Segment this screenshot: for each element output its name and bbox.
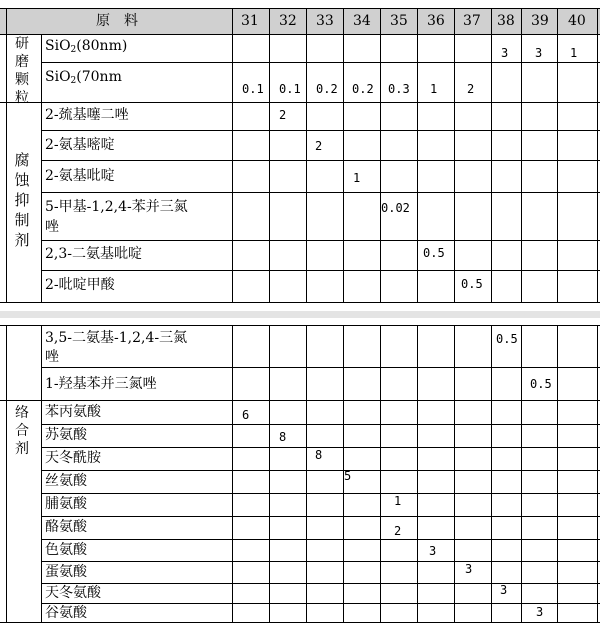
header-title: 原 料	[96, 13, 138, 29]
group-label-chelator: 络合剂	[15, 405, 29, 457]
rule	[343, 8, 344, 302]
cell-value: 2	[467, 82, 475, 96]
rule	[41, 270, 600, 271]
rule	[41, 583, 600, 584]
column-header: 35	[390, 13, 408, 29]
row-label-phenylalanine: 苯丙氨酸	[45, 404, 101, 420]
column-header: 40	[568, 13, 586, 29]
row-label-diaminotriazole-line1: 3,5-二氨基-1,2,4-三氮	[45, 330, 188, 346]
cell-value: 1	[570, 46, 578, 60]
group-label-corrosion-inhibitor: 腐蚀抑制剂	[14, 151, 30, 249]
cell-value: 1	[353, 171, 361, 185]
cell-value: 0.5	[423, 246, 445, 260]
section-separator-band	[0, 311, 600, 318]
cell-value: 0.2	[352, 82, 374, 96]
row-label-aspartic-acid: 天冬氨酸	[45, 585, 101, 601]
column-header: 39	[531, 13, 549, 29]
cell-value: 3	[429, 544, 437, 558]
cell-value: 3	[501, 46, 509, 60]
rule	[6, 8, 7, 302]
row-label-picolinic-acid: 2-吡啶甲酸	[45, 277, 115, 293]
rule	[521, 8, 522, 302]
rule	[417, 8, 418, 302]
column-header: 31	[241, 13, 259, 29]
rule	[0, 34, 600, 35]
rule	[41, 325, 42, 622]
row-label-aminopyrimidine: 2-氨基嘧啶	[45, 137, 115, 153]
rule	[597, 325, 598, 622]
rule	[521, 325, 522, 622]
rule	[41, 130, 600, 131]
rule	[380, 325, 381, 622]
rule	[306, 8, 307, 302]
rule	[41, 539, 600, 540]
row-label-sio2-80nm: SiO$_2$(80nm)	[45, 38, 128, 55]
row-label-diaminotriazole-line2: 唑	[45, 349, 59, 365]
rule	[380, 8, 381, 302]
rule	[557, 325, 558, 622]
rule	[306, 325, 307, 622]
cell-value: 0.3	[388, 82, 410, 96]
rule	[41, 160, 600, 161]
row-label-tyrosine: 酪氨酸	[45, 519, 87, 535]
cell-value: 0.5	[461, 277, 483, 291]
rule	[232, 8, 233, 302]
cell-value: 0.02	[381, 201, 410, 215]
row-label-aminopyridine: 2-氨基吡啶	[45, 168, 115, 184]
rule	[454, 325, 455, 622]
column-header: 32	[279, 13, 297, 29]
rule	[41, 561, 600, 562]
cell-value: 3	[535, 46, 543, 60]
column-header: 33	[316, 13, 334, 29]
rule	[597, 8, 598, 302]
cell-value: 1	[394, 494, 402, 508]
column-header: 37	[463, 13, 481, 29]
column-header: 34	[353, 13, 371, 29]
cell-value: 0.5	[496, 332, 518, 346]
rule	[41, 240, 600, 241]
group-label-abrasive: 研磨颗粒	[15, 36, 29, 106]
row-label-methylbenzotriazole-line2: 唑	[45, 219, 59, 235]
cell-value: 0.5	[530, 377, 552, 391]
cell-value: 0.2	[316, 82, 338, 96]
rule	[41, 493, 600, 494]
rule	[491, 8, 492, 302]
rule	[491, 325, 492, 622]
cell-value: 2	[279, 108, 287, 122]
row-label-mercaptothiadiazole: 2-巯基噻二唑	[45, 107, 129, 123]
cell-value: 6	[242, 408, 250, 422]
row-label-asparagine: 天冬酰胺	[45, 450, 101, 466]
row-label-threonine: 苏氨酸	[45, 427, 87, 443]
column-header: 38	[497, 13, 515, 29]
cell-value: 3	[500, 583, 508, 597]
rule	[41, 470, 600, 471]
row-label-proline: 脯氨酸	[45, 496, 87, 512]
cell-value: 3	[536, 605, 544, 619]
cell-value: 0.1	[279, 82, 301, 96]
rule	[0, 302, 600, 303]
rule	[232, 325, 233, 622]
cell-value: 1	[430, 82, 438, 96]
row-label-methylbenzotriazole-line1: 5-甲基-1,2,4-苯并三氮	[45, 199, 188, 215]
rule	[6, 325, 7, 622]
row-label-sio2-70nm: SiO$_2$(70nm	[45, 69, 122, 86]
rule	[41, 603, 600, 604]
row-label-tryptophan: 色氨酸	[45, 542, 87, 558]
row-label-hydroxybenzotriazole: 1-羟基苯并三氮唑	[45, 376, 157, 392]
row-label-diaminopyridine: 2,3-二氨基吡啶	[45, 246, 142, 262]
rule	[0, 325, 600, 326]
cell-value: 8	[279, 430, 287, 444]
rule	[41, 367, 600, 368]
rule	[41, 34, 42, 302]
row-label-serine: 丝氨酸	[45, 473, 87, 489]
rule	[41, 62, 600, 63]
rule	[41, 516, 600, 517]
rule	[269, 8, 270, 302]
cell-value: 5	[344, 469, 352, 483]
cell-value: 8	[315, 448, 323, 462]
cell-value: 3	[465, 562, 473, 576]
column-header: 36	[427, 13, 445, 29]
rule	[0, 102, 600, 103]
row-label-glutamic-acid: 谷氨酸	[45, 605, 87, 621]
row-label-methionine: 蛋氨酸	[45, 564, 87, 580]
cell-value: 2	[394, 524, 402, 538]
rule	[557, 8, 558, 302]
cell-value: 2	[315, 139, 323, 153]
rule	[41, 424, 600, 425]
rule	[269, 325, 270, 622]
rule	[0, 8, 600, 9]
rule	[41, 192, 600, 193]
rule	[0, 400, 600, 401]
rule	[454, 8, 455, 302]
rule	[417, 325, 418, 622]
cell-value: 0.1	[242, 82, 264, 96]
rule	[0, 622, 600, 623]
